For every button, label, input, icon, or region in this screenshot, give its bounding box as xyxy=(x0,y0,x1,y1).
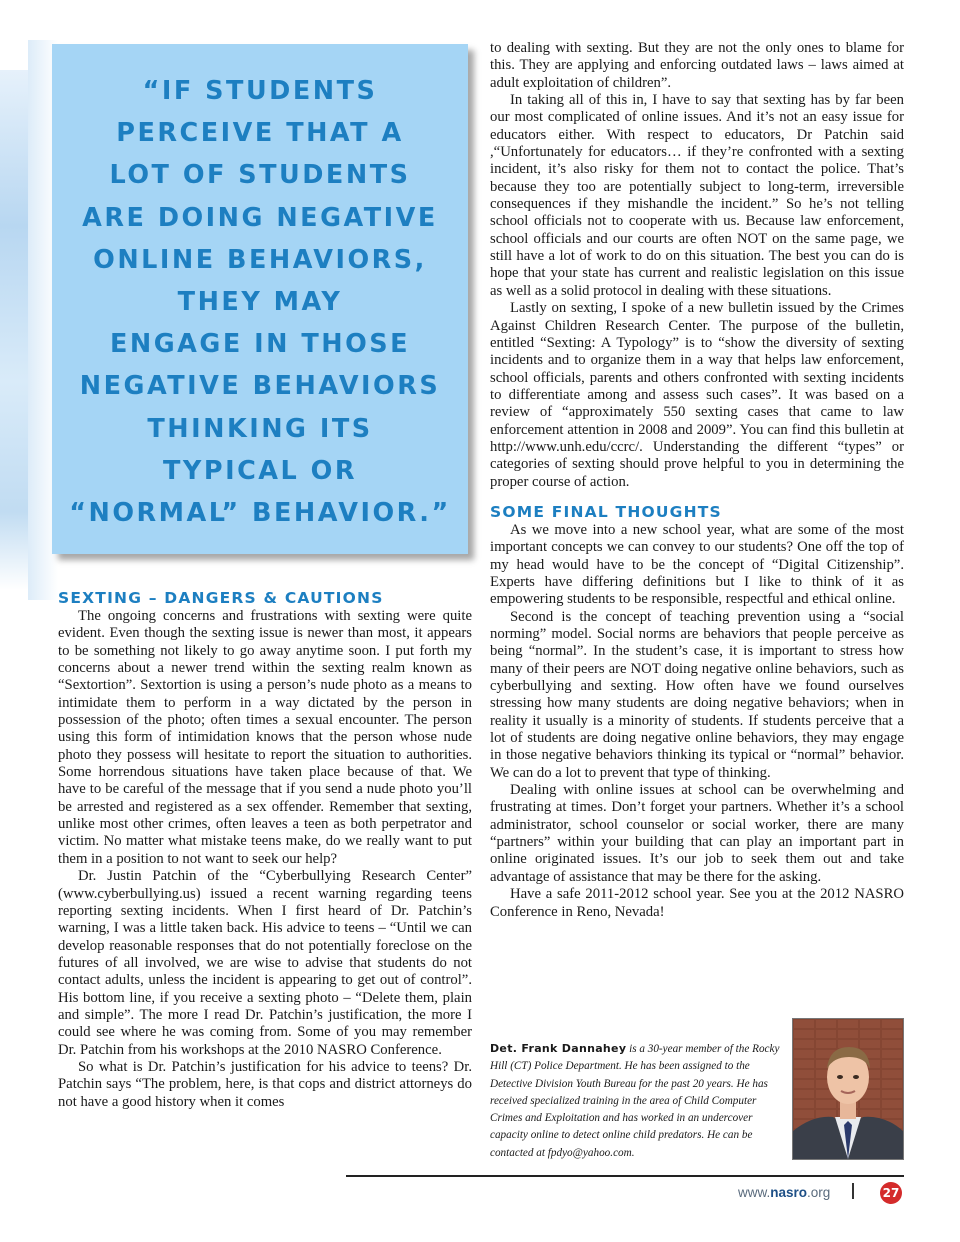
author-name: Det. Frank Dannahey xyxy=(490,1042,627,1055)
decorative-strip xyxy=(0,70,28,590)
paragraph: Second is the concept of teaching prevention using a “social norming” model. Social norms are behaviors that people perceive as being “normal”. In the student’s case, it is important to stress how many of their peers are NOT doing negative online behaviors, such as cyberbullying and sexting. How often have we found ourselves stressing how many students are doing negative behaviors; when in reality it usually is a minority of students. If students perceive that a lot of students are doing negative online behaviors, they may engage in those negative behaviors thinking its typical or “normal” behavior. We can do a lot to prevent that type of thinking. xyxy=(490,608,904,781)
left-column xyxy=(58,588,472,1111)
author-photo xyxy=(792,1018,904,1160)
author-bio-text: is a 30-year member of the Rocky Hill (CT) Police Department. He has been assigned to the Detective Division Youth Bureau for the past 20 years. He has received specialized training in the area of Child Computer Crimes and Exploitation and has worked in an undercover capacity online to detect online child predators. He can be contacted at fpdyo@yahoo.com. xyxy=(490,1043,780,1159)
section-heading-sexting: SEXTING – DANGERS & CAUTIONS xyxy=(58,589,384,607)
paragraph: Dealing with online issues at school can be overwhelming and frustrating at times. Don’t forget your partners. Whether it’s a school administrator, school counselor or social worker, there are many “partners” within your building that can play an important part in online originated issues. It’s our job to seek them out and take advantage of assistance that may be there for the asking. xyxy=(490,782,904,885)
url-brand: nasro xyxy=(770,1185,808,1200)
paragraph: Dr. Justin Patchin of the “Cyberbullying Research Center” (www.cyberbullying.us) issued a recent warning regarding teens reporting sexting incidents. When I first heard of Dr. Patchin’s warning, I was a little taken back. His advice to teens – “Until we can develop reasonable responses that do not potentially foreclose on the futures of all involved, we are wise to advise that students do not contact adults, unless the incident is appearing to get out of control”. His bottom line, if you receive a sexting photo – “Delete them, plain and simple”. The more I read Dr. Patchin’s justification, the more I could see where he was coming from. Some of you may remember Dr. Patchin from his workshops at the 2010 NASRO Conference. xyxy=(58,868,472,1058)
paragraph: Have a safe 2011-2012 school year. See you at the 2012 NASRO Conference in Reno, Nevada! xyxy=(490,886,904,920)
page-number-badge: 27 xyxy=(880,1182,902,1204)
footer-divider xyxy=(852,1183,854,1199)
right-column xyxy=(490,40,904,921)
paragraph: to dealing with sexting. But they are not the only ones to blame for this. They are applying and enforcing outdated laws – laws aimed at adult exploitation of children”. xyxy=(490,40,904,91)
author-bio xyxy=(490,1040,782,1162)
paragraph: Lastly on sexting, I spoke of a new bulletin issued by the Crimes Against Children Research Center. The purpose of the bulletin, entitled “Sexting: A Typology” is to “show the diversity of sexting incidents and to organize them in a way that helps law enforcement, school officials, parents and others confronted with sexting incidents to differentiate among and assess such cases”. It was based on a review of “approximately 550 sexting cases that came to law enforcement attention in 2008 and 2009”. You can find this bulletin at http://www.unh.edu/ccrc/. Understanding the different “types” or categories of sexting should prove helpful to you in determining the proper course of action. xyxy=(490,300,904,490)
paragraph: So what is Dr. Patchin’s justification for his advice to teens? Dr. Patchin says “The problem, here, is that cops and district attorneys do not have a good history when it comes xyxy=(58,1058,472,1110)
footer-url[interactable] xyxy=(738,1185,830,1200)
pull-quote-box xyxy=(52,44,468,554)
section-heading-final-thoughts: SOME FINAL THOUGHTS xyxy=(490,502,722,521)
paragraph: In taking all of this in, I have to say that sexting has by far been our most complicated of online issues. And it’s not an easy issue for educators either. With respect to educators, Dr Patchin said ,“Unfortunately for educators… if they’re confronted with a sexting incident, it’s also risky for them not to contact the police. That’s because they too are potentially subject to long-term, irreversible consequences if they mishandle the incident.” So he’s not telling school officials not to cooperate with us. Because law enforcement, school officials and our courts are often NOT on the same page, we still have a lot of work to do on this situation. The best you can do is hope that your state has current and realistic legislation on this issue as well as a solid protocol in dealing with these situations. xyxy=(490,92,904,299)
paragraph: As we move into a new school year, what are some of the most important concepts we can convey to our students? One off the top of my head would have to be the concept of “Digital Citizenship”. Experts have differing definitions but I like to think of it as empowering students to be responsible, respectful and ethical online. xyxy=(490,521,904,608)
pull-quote-text: “IF STUDENTS PERCEIVE THAT A LOT OF STUDENTS ARE DOING NEGATIVE ONLINE BEHAVIORS, THEY MAY ENGAGE IN THOSE NEGATIVE BEHAVIORS THINKING ITS TYPICAL OR “NORMAL” BEHAVIOR.” xyxy=(69,76,451,529)
footer-rule xyxy=(346,1175,904,1177)
url-suffix: .org xyxy=(807,1185,831,1200)
spacer xyxy=(490,491,904,502)
paragraph: The ongoing concerns and frustrations with sexting were quite evident. Even though the sexting issue is newer than most, it appears to be something not likely to go away anytime soon. I put forth my concerns about a newer trend within the sexting realm known as “Sextortion”. Sextortion is using a person’s nude photo as a means to intimidate them to perform in a way dictated by the person in possession of the photo; often times a sexual encounter. The person using this form of intimidation knows that the person whose nude photo they possess will hesitate to report the situation to authorities. Some horrendous situations have taken place because of that. We have to be careful of the message that if you send a nude photo you’ll be arrested and registered as a sex offender. Remember that sexting, unlike most other crimes, often leaves a teen as both perpetrator and victim. No matter what mistake teens make, do we really want to put them in a position to not want to seek our help? xyxy=(58,608,472,867)
author-portrait-graphic xyxy=(793,1019,903,1159)
url-prefix: www. xyxy=(738,1185,771,1200)
